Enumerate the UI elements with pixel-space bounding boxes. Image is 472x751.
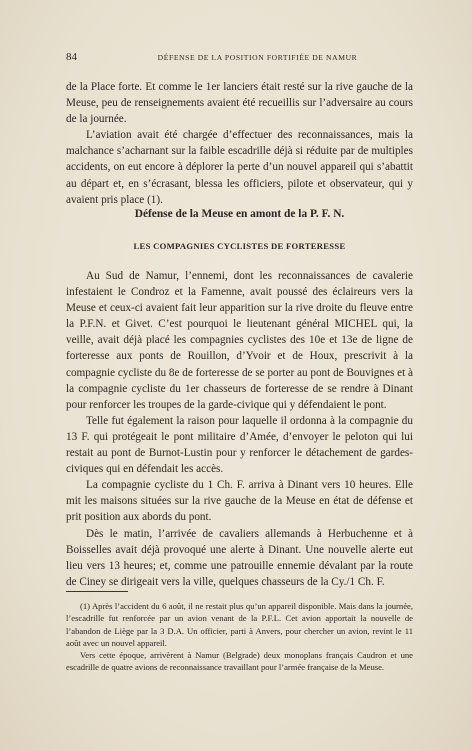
footnote: Vers cette époque, arrivèrent à Namur (Belgrade) deux monoplans français Caudron et une escadrille de quatre avions de reconnaissance travaillant pour l’armée française de la Meuse.: [66, 650, 413, 673]
paragraph: La compagnie cycliste du 1 Ch. F. arriva à Dinant vers 10 heures. Elle mit les maisons situées sur la rive gauche de la Meuse en état de défense et prit position aux abords du pont.: [66, 479, 413, 524]
section-subtitle: LES COMPAGNIES CYCLISTES DE FORTERESSE: [133, 241, 346, 251]
page-header: [66, 50, 411, 64]
paragraph: Dès le matin, l’arrivée de cavaliers allemands à Herbuchenne et à Boisselles avait déjà provoqué une alerte à Dinant. Une nouvelle alerte eut lieu vers 13 heures; et, comme une patrouille ennemie dévalant par la route de Ciney se dirigeait vers la ville, quelques chasseurs de la Cy./1 Ch. F.: [66, 527, 413, 588]
paragraph: Au Sud de Namur, l’ennemi, dont les reconnaissances de cavalerie infestaient le Condroz et la Famenne, avait poussé des éclaireurs vers la Meuse et ceux-ci avaient fait leur apparition sur la rive droite du fleuve entre la P.F.N. et Givet. C’est pourquoi le lieutenant général MICHEL qui, la veille, avait déjà placé les compagnies cyclistes des 10e et 13e de ligne de forteresse aux ponts de Rouillon, d’Yvoir et de Houx, prescrivit à la compagnie cycliste du 8e de forteresse de se porter au pont de Bouvignes et à la compagnie cycliste du 1er chasseurs de forteresse de se rendre à Dinant pour renforcer les troupes de la garde-civique qui y défendaient le pont.: [66, 270, 413, 411]
lead-text: [66, 79, 413, 208]
paragraph: L’aviation avait été chargée d’effectuer des reconnaissances, mais la malchance s’acharnant sur la faible escadrille déjà si réduite par de multiples accidents, on eut encore à déplorer la perte d’un nouvel appareil qui s’abattit au départ et, en s’écrasant, blessa les officiers, pilote et observateur, qui y avaient pris place (1).: [66, 129, 413, 206]
running-head: DÉFENSE DE LA POSITION FORTIFIÉE DE NAMUR: [157, 53, 358, 62]
paragraph: de la Place forte. Et comme le 1er lanciers était resté sur la rive gauche de la Meuse, peu de renseignements avaient été recueillis sur l’adversaire au cours de la journée.: [66, 81, 413, 126]
page-number: 84: [66, 51, 77, 63]
footnotes: [66, 600, 413, 674]
paragraph: Telle fut également la raison pour laquelle il ordonna à la compagnie du 13 F. qui protégeait le pont militaire d’Amée, d’envoyer le peloton qui lui restait au pont de Burnot-Lustin pour y renforcer le détachement de gardes-civiques qui en défendait les accès.: [66, 414, 413, 476]
body-text: [66, 268, 413, 590]
section-title: Défense de la Meuse en amont de la P. F. N.: [134, 208, 345, 220]
footnote: (1) Après l’accident du 6 août, il ne restait plus qu’un appareil disponible. Mais dans la journée, l’escadrille fut renforcée par un avion venant de la P.F.L. Cet avion apportait la nouvelle de l’abandon de Liège par la 3 D.A. Un officier, parti à Anvers, pour chercher un avion, revint le 11 août avec un nouvel appareil.: [66, 601, 413, 648]
footnote-rule: [66, 591, 128, 592]
